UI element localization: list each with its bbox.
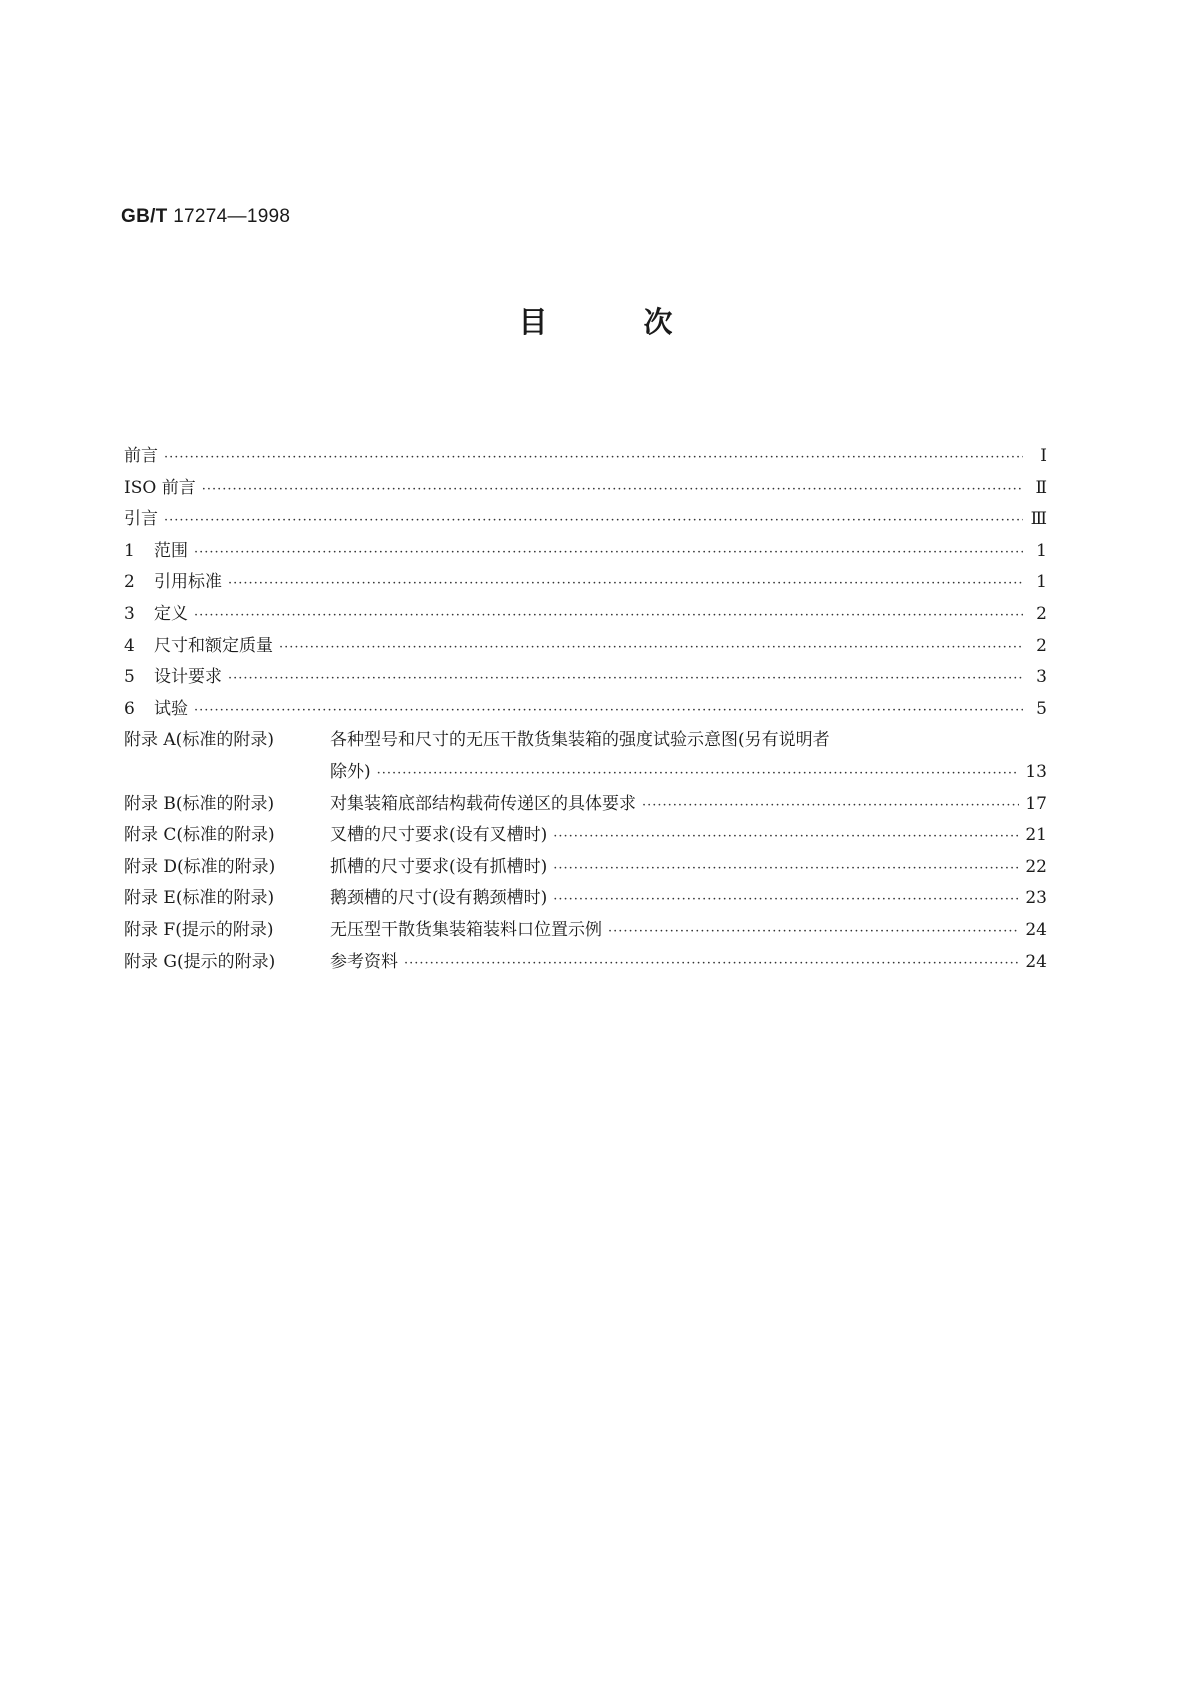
toc-entry-dimensions-ratings[interactable] (124, 631, 1047, 663)
toc-annex-id: 附录 A(标准的附录) (124, 730, 274, 751)
toc-entry-label: 参考资料 (330, 951, 398, 972)
toc-entry-page: 2 (1036, 635, 1047, 656)
toc-annex-b[interactable] (124, 789, 1047, 821)
toc-annex-id: 附录 D(标准的附录) (124, 856, 276, 877)
toc-entry-normative-references[interactable] (124, 567, 1047, 599)
toc-leader-dots (194, 608, 1023, 623)
toc-entry-label: 无压型干散货集装箱装料口位置示例 (330, 919, 602, 940)
toc-entry-page: 5 (1036, 698, 1047, 719)
toc-entry-scope[interactable] (124, 536, 1047, 568)
toc-annex-id: 附录 G(提示的附录) (124, 951, 276, 972)
toc-leader-dots (608, 924, 1019, 939)
toc-entry-iso-foreword[interactable] (124, 473, 1047, 505)
toc-entry-number: 6 (124, 698, 135, 719)
toc-leader-dots (202, 482, 1023, 497)
toc-entry-page: 1 (1036, 572, 1047, 593)
toc-entry-page: 24 (1025, 951, 1047, 972)
toc-leader-dots (377, 766, 1020, 781)
toc-entry-number: 2 (124, 572, 135, 593)
toc-annex-a-continued[interactable] (124, 757, 1047, 789)
toc-leader-dots (553, 892, 1019, 907)
toc-annex-d[interactable] (124, 852, 1047, 884)
toc-entry-label-continued: 除外) (330, 761, 371, 782)
toc-entry-design-requirements[interactable] (124, 662, 1047, 694)
toc-entry-label: 鹅颈槽的尺寸(设有鹅颈槽时) (330, 888, 548, 909)
toc-entry-number: 1 (124, 540, 135, 561)
toc-entry-page: 1 (1036, 540, 1047, 561)
toc-entry-introduction[interactable] (124, 504, 1047, 536)
toc-entry-label: 引用标准 (154, 572, 222, 593)
toc-entry-page: I (1040, 446, 1047, 466)
toc-entry-page: 3 (1036, 667, 1047, 688)
toc-annex-e[interactable] (124, 883, 1047, 915)
toc-entry-number: 3 (124, 603, 135, 624)
toc-entry-page: 24 (1025, 919, 1047, 940)
toc-annex-c[interactable] (124, 820, 1047, 852)
toc-entry-label: 试验 (154, 698, 188, 719)
toc-leader-dots (194, 545, 1023, 560)
toc-entry-label: 前言 (124, 446, 158, 466)
standard-number: 17274—1998 (173, 206, 291, 227)
toc-annex-id: 附录 C(标准的附录) (124, 825, 275, 846)
toc-entry-page: 17 (1025, 793, 1047, 814)
toc-entry-label: 叉槽的尺寸要求(设有叉槽时) (330, 825, 548, 846)
toc-leader-dots (194, 703, 1023, 718)
standard-prefix: GB/T (121, 206, 168, 227)
toc-leader-dots (553, 861, 1019, 876)
toc-entry-foreword[interactable] (124, 441, 1047, 473)
toc-leader-dots (404, 956, 1019, 971)
toc-entry-page: Ⅲ (1030, 509, 1047, 530)
toc-annex-id: 附录 E(标准的附录) (124, 888, 275, 909)
toc-entry-label: 范围 (154, 540, 188, 561)
toc-leader-dots (164, 450, 1023, 465)
toc-leader-dots (228, 576, 1023, 591)
toc-annex-f[interactable] (124, 915, 1047, 947)
table-of-contents (124, 441, 1047, 978)
toc-entry-page: 21 (1025, 825, 1047, 846)
toc-entry-page: Ⅱ (1035, 477, 1047, 498)
toc-entry-label: 尺寸和额定质量 (154, 635, 273, 656)
toc-leader-dots (642, 798, 1019, 813)
toc-leader-dots (279, 640, 1023, 655)
toc-entry-page: 23 (1025, 888, 1047, 909)
toc-entry-definitions[interactable] (124, 599, 1047, 631)
toc-entry-page: 13 (1025, 761, 1047, 782)
toc-annex-a[interactable] (124, 725, 1047, 757)
toc-entry-number: 4 (124, 635, 135, 656)
toc-entry-label: 各种型号和尺寸的无压干散货集装箱的强度试验示意图(另有说明者 (330, 730, 830, 751)
toc-leader-dots (228, 671, 1023, 686)
toc-leader-dots (164, 513, 1023, 528)
toc-leader-dots (553, 829, 1019, 844)
toc-entry-label: 定义 (154, 603, 188, 624)
toc-title: 目次 (518, 305, 769, 339)
toc-entry-testing[interactable] (124, 694, 1047, 726)
toc-entry-label: 引言 (124, 509, 158, 530)
toc-annex-g[interactable] (124, 947, 1047, 979)
toc-entry-number: 5 (124, 667, 135, 688)
toc-annex-id: 附录 F(提示的附录) (124, 919, 274, 940)
toc-entry-page: 22 (1025, 856, 1047, 877)
toc-entry-page: 2 (1036, 603, 1047, 624)
toc-entry-label: ISO 前言 (124, 477, 196, 498)
toc-entry-label: 抓槽的尺寸要求(设有抓槽时) (330, 856, 548, 877)
toc-entry-label: 设计要求 (154, 667, 222, 688)
page-header (121, 206, 290, 228)
toc-annex-id: 附录 B(标准的附录) (124, 793, 275, 814)
toc-entry-label: 对集装箱底部结构载荷传递区的具体要求 (330, 793, 636, 814)
